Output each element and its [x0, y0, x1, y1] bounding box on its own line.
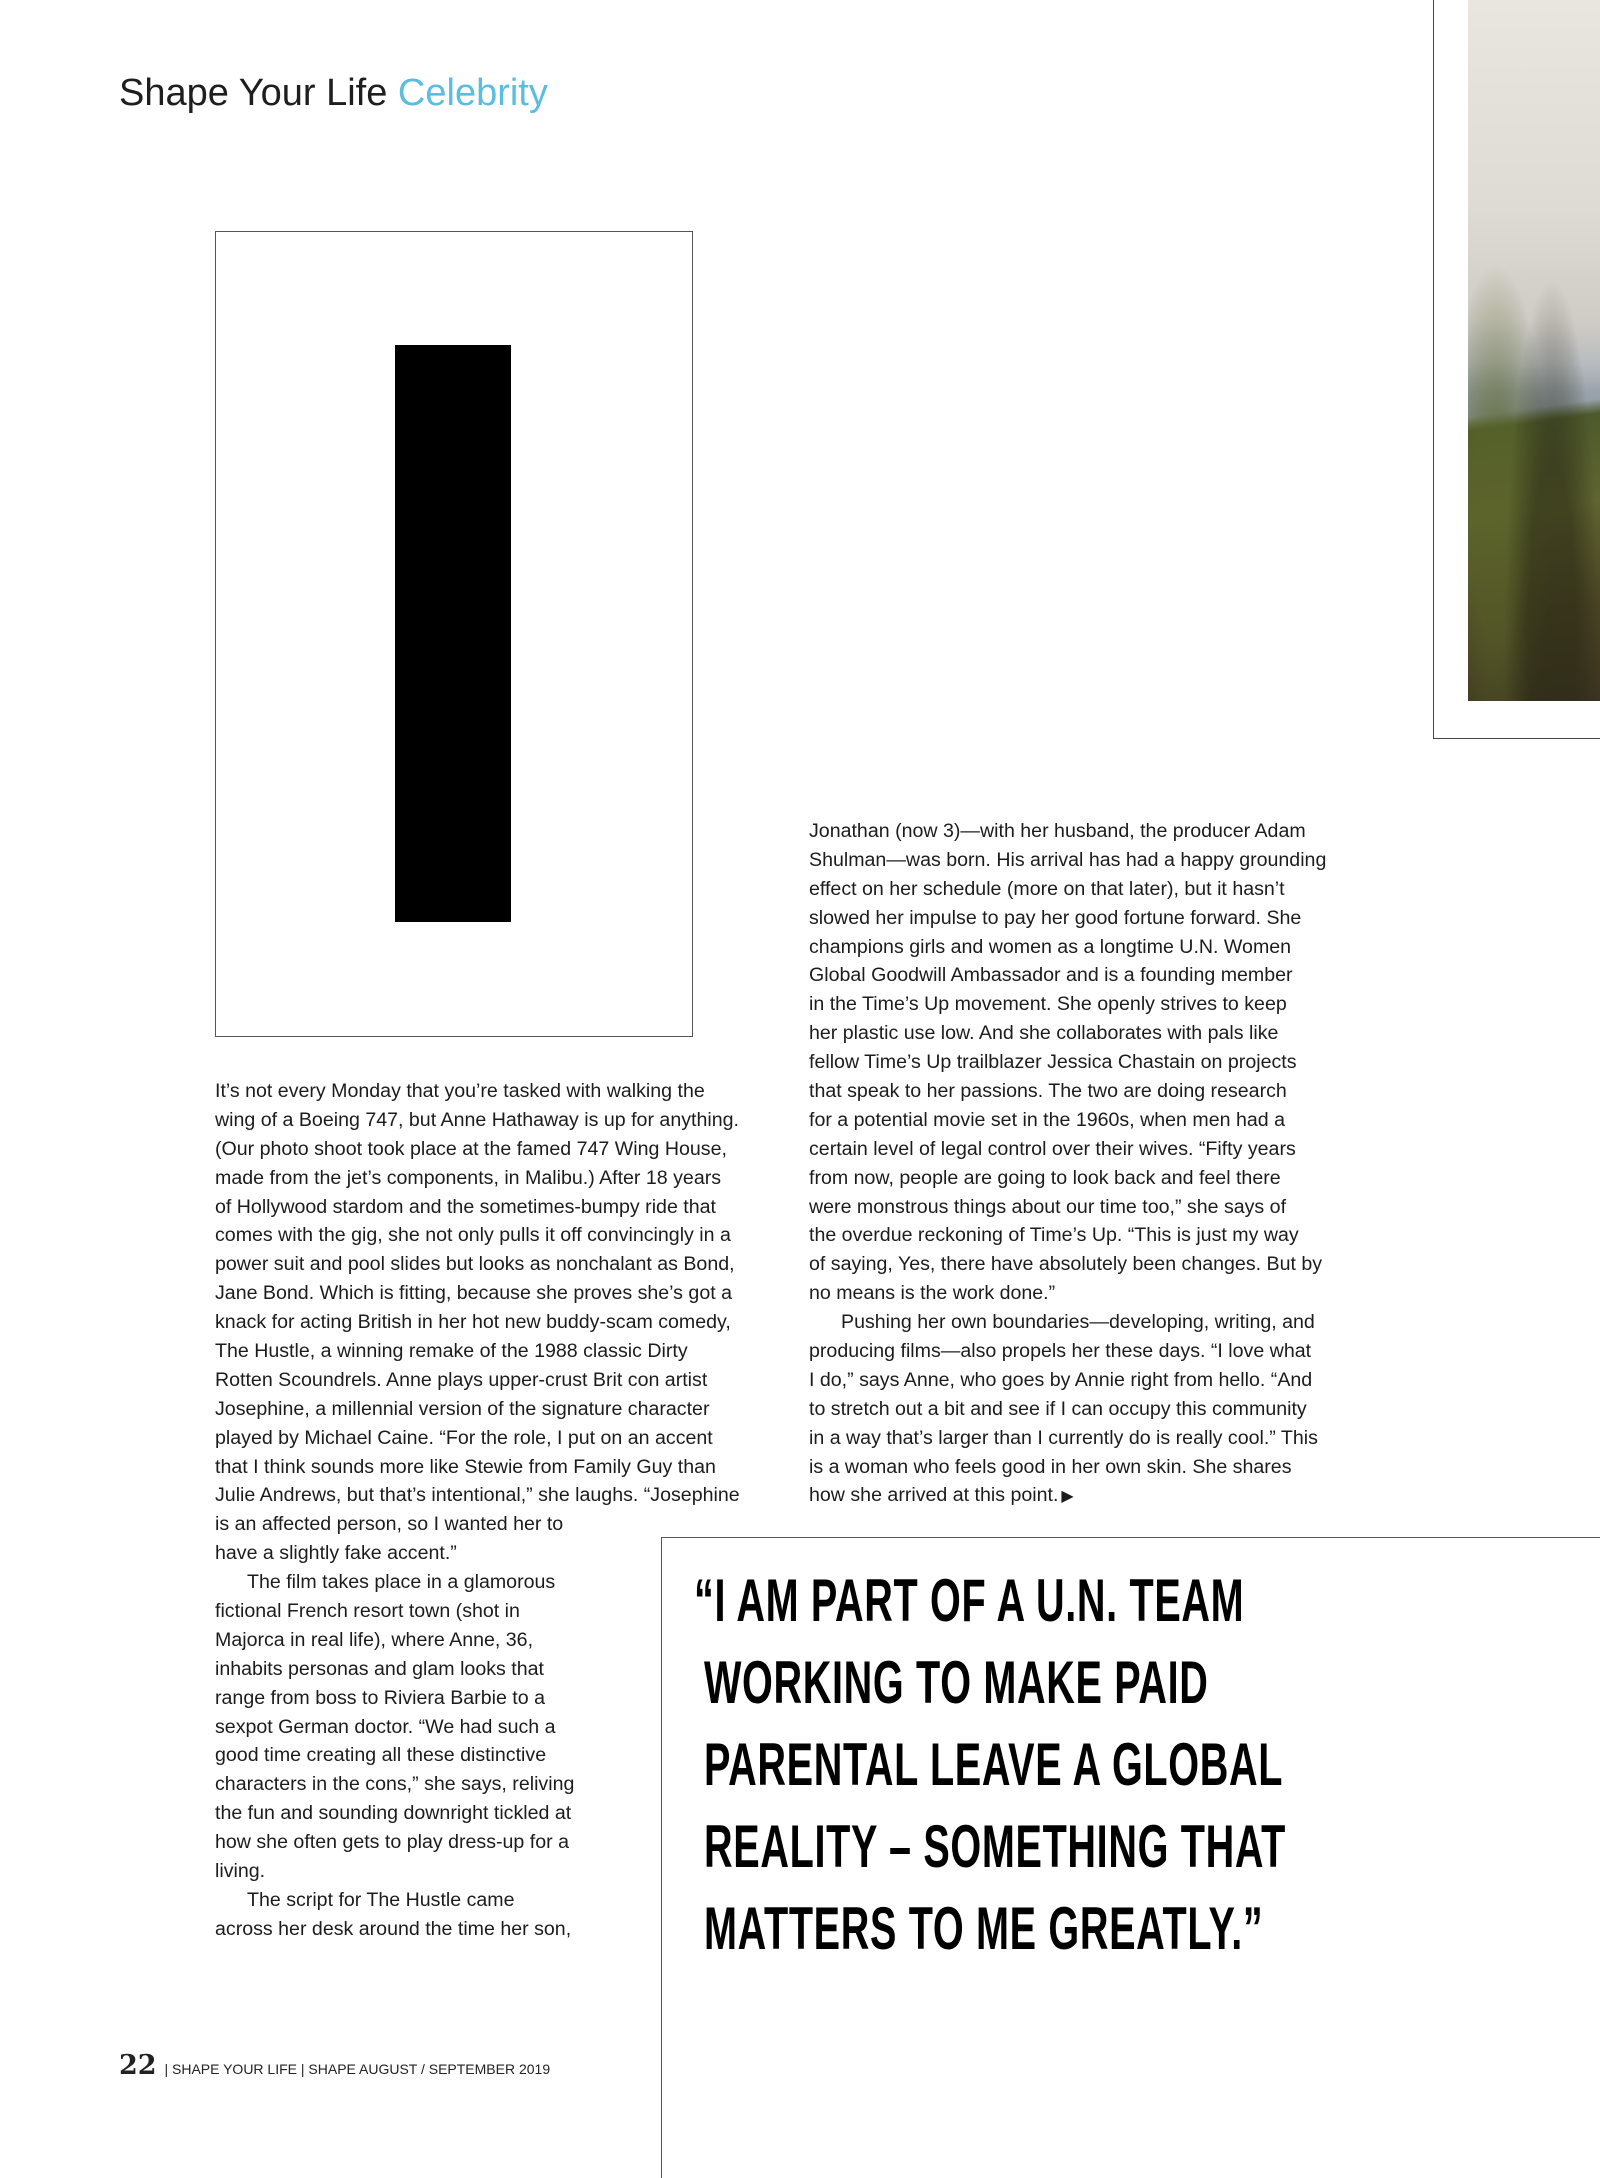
continue-arrow-icon: ▶ [1061, 1488, 1074, 1506]
text-line [809, 1048, 1326, 1077]
text-line-content: Jane Bond. Which is fitting, because she proves she’s got a [215, 1282, 732, 1305]
text-line-content: in the Time’s Up movement. She openly strives to keep [809, 993, 1287, 1016]
text-line-content: Julie Andrews, but that’s intentional,” she laughs. “Josephine [215, 1484, 740, 1507]
text-line-content: that speak to her passions. The two are doing research [809, 1080, 1287, 1103]
article-right-column [809, 817, 1326, 1510]
text-line-content: of saying, Yes, there have absolutely been changes. But by [809, 1253, 1323, 1276]
text-line [809, 1308, 1326, 1337]
text-line [809, 933, 1326, 962]
text-line-content: made from the jet’s components, in Malibu.) After 18 years [215, 1166, 722, 1189]
text-line-content: I do,” says Anne, who goes by Annie right from hello. “And [809, 1368, 1313, 1391]
text-line-content: range from boss to Riviera Barbie to a [215, 1686, 545, 1709]
text-line-content: The script for The Hustle came [247, 1888, 515, 1911]
text-line-content: living. [215, 1860, 266, 1883]
text-line [215, 1106, 740, 1135]
text-line [809, 1221, 1326, 1250]
text-line-content: of Hollywood stardom and the sometimes-bumpy ride that [215, 1195, 716, 1218]
text-line [215, 1193, 740, 1222]
text-line-content: played by Michael Caine. “For the role, I put on an accent [215, 1426, 713, 1449]
text-line [809, 1250, 1326, 1279]
text-line-content: producing films—also propels her these days. “I love what [809, 1340, 1312, 1363]
text-line-content: for a potential movie set in the 1960s, when men had a [809, 1108, 1285, 1131]
text-line [809, 1106, 1326, 1135]
text-line [809, 875, 1326, 904]
text-line-content: that I think sounds more like Stewie from Family Guy than [215, 1455, 716, 1478]
text-line [809, 1366, 1326, 1395]
text-line-content: is an affected person, so I wanted her to [215, 1513, 564, 1536]
text-line [809, 1395, 1326, 1424]
text-line [215, 1395, 740, 1424]
text-line-content: power suit and pool slides but looks as nonchalant as Bond, [215, 1253, 735, 1276]
pull-quote-line: MATTERS TO ME GREATLY.” [704, 1895, 1264, 1962]
footer-text: | SHAPE YOUR LIFE | SHAPE AUGUST / SEPTEMBER 2019 [164, 2061, 551, 2077]
text-line-content: to stretch out a bit and see if I can occupy this community [809, 1397, 1307, 1420]
text-line-content: fellow Time’s Up trailblazer Jessica Chastain on projects [809, 1051, 1297, 1074]
text-line [215, 1135, 740, 1164]
pull-quote-line: REALITY – SOMETHING THAT [704, 1813, 1286, 1880]
drop-cap-letter-i [395, 345, 511, 922]
text-line [215, 1453, 740, 1482]
text-line-content: slowed her impulse to pay her good fortune forward. She [809, 906, 1302, 929]
text-line-content: The film takes place in a glamorous [247, 1571, 556, 1594]
pull-quote-box [661, 1537, 1600, 2178]
text-line-content: comes with the gig, she not only pulls it off convincingly in a [215, 1224, 731, 1247]
text-line-content: Jonathan (now 3)—with her husband, the producer Adam [809, 820, 1306, 842]
text-line [809, 961, 1326, 990]
text-line-content: champions girls and women as a longtime U.N. Women [809, 935, 1292, 958]
text-line-content: characters in the cons,” she says, reliving [215, 1773, 575, 1796]
section-category: Celebrity [397, 72, 548, 114]
page-number: 22 [119, 2050, 157, 2081]
text-line [215, 1481, 740, 1510]
text-line-content: Rotten Scoundrels. Anne plays upper-crust Brit con artist [215, 1368, 708, 1391]
text-line [215, 1366, 740, 1395]
section-title: Shape Your Life [119, 72, 388, 114]
text-line-content: how she often gets to play dress-up for a [215, 1831, 569, 1854]
text-line-content: effect on her schedule (more on that later), but it hasn’t [809, 877, 1285, 900]
text-line-content: Shulman—was born. His arrival has had a happy grounding [809, 848, 1327, 871]
text-line [809, 1481, 1326, 1510]
text-line-content: knack for acting British in her hot new buddy-scam comedy, [215, 1311, 731, 1334]
text-line-content: her plastic use low. And she collaborates with pals like [809, 1022, 1279, 1045]
text-line-content: Josephine, a millennial version of the signature character [215, 1397, 710, 1420]
text-line-content: certain level of legal control over their wives. “Fifty years [809, 1137, 1296, 1160]
text-line [809, 1424, 1326, 1453]
pull-quote-line: WORKING TO MAKE PAID [704, 1649, 1209, 1716]
text-line [809, 990, 1326, 1019]
text-line-content: (Our photo shoot took place at the famed 747 Wing House, [215, 1137, 727, 1160]
text-line-content: how she arrived at this point. [809, 1484, 1059, 1507]
text-line [809, 1164, 1326, 1193]
text-line [809, 1337, 1326, 1366]
text-line [215, 1221, 740, 1250]
text-line [809, 1135, 1326, 1164]
text-line [215, 1510, 740, 1539]
text-line-content: in a way that’s larger than I currently do is really cool.” This [809, 1426, 1318, 1449]
pull-quote [694, 1560, 1586, 1970]
text-line [809, 1019, 1326, 1048]
text-line-content: The Hustle, a winning remake of the 1988 classic Dirty [215, 1340, 688, 1363]
text-line-content: Global Goodwill Ambassador and is a founding member [809, 964, 1293, 987]
text-line [215, 1250, 740, 1279]
text-line-content: have a slightly fake accent.” [215, 1542, 457, 1565]
text-line-content: is a woman who feels good in her own skin. She shares [809, 1455, 1292, 1478]
text-line [809, 1077, 1326, 1106]
photo-frame [1433, 0, 1600, 739]
text-line [215, 1164, 740, 1193]
text-line [215, 1077, 740, 1106]
text-line [215, 1337, 740, 1366]
text-line [215, 1279, 740, 1308]
text-line-content: It’s not every Monday that you’re tasked with walking the [215, 1080, 705, 1102]
text-line-content: wing of a Boeing 747, but Anne Hathaway is up for anything. [215, 1108, 739, 1131]
text-line [809, 846, 1326, 875]
drop-cap-box [215, 231, 693, 1037]
text-line-content: Pushing her own boundaries—developing, writing, and [841, 1311, 1315, 1334]
text-line [215, 1424, 740, 1453]
text-line [809, 1193, 1326, 1222]
text-line-content: good time creating all these distinctive [215, 1744, 547, 1767]
text-line-content: the fun and sounding downright tickled at [215, 1802, 572, 1825]
text-line-content: across her desk around the time her son, [215, 1917, 572, 1940]
text-line [809, 1453, 1326, 1482]
text-line-content: Majorca in real life), where Anne, 36, [215, 1628, 534, 1651]
text-line-content: no means is the work done.” [809, 1282, 1056, 1305]
page-footer [119, 2050, 550, 2081]
landscape-photo [1468, 0, 1600, 701]
text-line [809, 904, 1326, 933]
text-line-content: fictional French resort town (shot in [215, 1600, 520, 1623]
pull-quote-line: “I AM PART OF A U.N. TEAM [694, 1567, 1245, 1634]
text-line [809, 1279, 1326, 1308]
text-line-content: inhabits personas and glam looks that [215, 1657, 544, 1680]
text-line [809, 817, 1326, 846]
text-line-content: from now, people are going to look back and feel there [809, 1166, 1281, 1189]
text-line [215, 1308, 740, 1337]
text-line-content: were monstrous things about our time too,” she says of [809, 1195, 1287, 1218]
pull-quote-line: PARENTAL LEAVE A GLOBAL [704, 1731, 1284, 1798]
section-header [119, 72, 548, 115]
text-line-content: the overdue reckoning of Time’s Up. “This is just my way [809, 1224, 1299, 1247]
text-line-content: sexpot German doctor. “We had such a [215, 1715, 556, 1738]
